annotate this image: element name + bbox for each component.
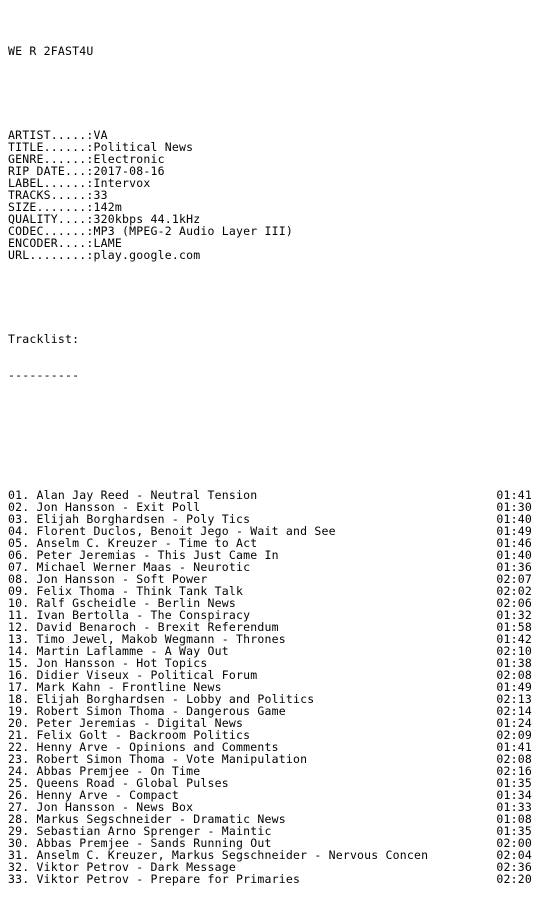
track-title: David Benaroch - Brexit Referendum <box>36 620 279 634</box>
track-number: 03. <box>8 512 30 526</box>
track-row <box>8 873 532 885</box>
track-number: 24. <box>8 764 30 778</box>
info-value: VA <box>93 128 108 142</box>
track-title: Martin Laflamme - A Way Out <box>36 644 229 658</box>
group-name: WE R 2FAST4U <box>8 44 94 58</box>
track-title: Jon Hansson - Exit Poll <box>36 500 201 514</box>
tracklist <box>8 489 532 885</box>
track-duration: 02:07 <box>496 572 532 586</box>
track-duration: 02:16 <box>496 764 532 778</box>
track-title: Ralf Gscheidle - Berlin News <box>36 596 236 610</box>
track-title: Henny Arve - Opinions and Comments <box>36 740 279 754</box>
info-value: 320kbps 44.1kHz <box>93 212 201 226</box>
spacer <box>8 297 532 309</box>
track-number: 28. <box>8 812 30 826</box>
track-duration: 01:38 <box>496 656 532 670</box>
info-key: ENCODER....: <box>8 236 94 250</box>
info-value: 33 <box>93 188 108 202</box>
track-title: Peter Jeremias - Digital News <box>36 716 244 730</box>
track-title: Timo Jewel, Makob Wegmann - Thrones <box>36 632 286 646</box>
track-number: 31. <box>8 848 30 862</box>
track-number: 27. <box>8 800 30 814</box>
info-value: Intervox <box>93 176 151 190</box>
track-duration: 01:46 <box>496 536 532 550</box>
spacer <box>8 441 532 453</box>
track-duration: 01:24 <box>496 716 532 730</box>
track-number: 13. <box>8 632 30 646</box>
tracklist-heading: Tracklist: <box>8 332 80 346</box>
info-value: MP3 (MPEG-2 Audio Layer III) <box>93 224 293 238</box>
track-title: Viktor Petrov - Dark Message <box>36 860 236 874</box>
track-number: 26. <box>8 788 30 802</box>
info-key: RIP DATE...: <box>8 164 94 178</box>
track-number: 25. <box>8 776 30 790</box>
track-duration: 01:32 <box>496 608 532 622</box>
info-key: TITLE......: <box>8 140 94 154</box>
track-number: 18. <box>8 692 30 706</box>
track-duration: 02:02 <box>496 584 532 598</box>
track-number: 19. <box>8 704 30 718</box>
track-duration: 02:13 <box>496 692 532 706</box>
track-title: Elijah Borghardsen - Lobby and Politics <box>36 692 315 706</box>
track-duration: 01:40 <box>496 512 532 526</box>
track-duration: 01:49 <box>496 524 532 538</box>
track-title: Mark Kahn - Frontline News <box>36 680 222 694</box>
track-duration: 02:06 <box>496 596 532 610</box>
track-title: Jon Hansson - Hot Topics <box>36 656 208 670</box>
info-key: ARTIST.....: <box>8 128 94 142</box>
track-number: 20. <box>8 716 30 730</box>
info-key: CODEC......: <box>8 224 94 238</box>
spacer <box>8 405 532 417</box>
info-value: 142m <box>93 200 122 214</box>
info-key: URL........: <box>8 248 94 262</box>
track-duration: 01:33 <box>496 800 532 814</box>
track-number: 22. <box>8 740 30 754</box>
track-title: Ivan Bertolla - The Conspiracy <box>36 608 251 622</box>
track-number: 16. <box>8 668 30 682</box>
track-number: 21. <box>8 728 30 742</box>
track-title: Sebastian Arno Sprenger - Maintic <box>36 824 272 838</box>
track-title: Peter Jeremias - This Just Came In <box>36 548 279 562</box>
spacer <box>8 81 532 93</box>
track-number: 30. <box>8 836 30 850</box>
track-duration: 02:08 <box>496 752 532 766</box>
track-duration: 01:41 <box>496 488 532 502</box>
tracklist-underline: ---------- <box>8 368 80 382</box>
info-value: LAME <box>93 236 122 250</box>
track-duration: 01:40 <box>496 548 532 562</box>
track-number: 05. <box>8 536 30 550</box>
track-number: 14. <box>8 644 30 658</box>
track-duration: 02:36 <box>496 860 532 874</box>
track-title: Robert Simon Thoma - Vote Manipulation <box>36 752 308 766</box>
track-duration: 01:36 <box>496 560 532 574</box>
info-key: SIZE.......: <box>8 200 94 214</box>
track-duration: 01:35 <box>496 824 532 838</box>
track-duration: 01:08 <box>496 812 532 826</box>
track-number: 33. <box>8 872 30 886</box>
track-duration: 02:20 <box>496 872 532 886</box>
track-number: 11. <box>8 608 30 622</box>
track-title: Elijah Borghardsen - Poly Tics <box>36 512 251 526</box>
track-title: Alan Jay Reed - Neutral Tension <box>36 488 258 502</box>
track-number: 04. <box>8 524 30 538</box>
release-info <box>8 129 532 261</box>
track-number: 29. <box>8 824 30 838</box>
track-number: 23. <box>8 752 30 766</box>
nfo-document <box>8 21 532 897</box>
track-duration: 01:30 <box>496 500 532 514</box>
track-duration: 01:49 <box>496 680 532 694</box>
track-title: Henny Arve - Compact <box>36 788 179 802</box>
info-key: QUALITY....: <box>8 212 94 226</box>
track-duration: 01:41 <box>496 740 532 754</box>
track-title: Abbas Premjee - On Time <box>36 764 201 778</box>
track-number: 17. <box>8 680 30 694</box>
track-duration: 02:08 <box>496 668 532 682</box>
track-title: Anselm C. Kreuzer, Markus Segschneider - Nervous Concen <box>36 848 429 862</box>
info-row <box>8 249 532 261</box>
track-number: 10. <box>8 596 30 610</box>
track-duration: 01:34 <box>496 788 532 802</box>
track-title: Felix Thoma - Think Tank Talk <box>36 584 244 598</box>
track-number: 32. <box>8 860 30 874</box>
track-entry <box>8 873 300 885</box>
info-key: LABEL......: <box>8 176 94 190</box>
track-number: 08. <box>8 572 30 586</box>
track-number: 09. <box>8 584 30 598</box>
info-value: play.google.com <box>93 248 201 262</box>
info-value: 2017-08-16 <box>93 164 165 178</box>
track-number: 15. <box>8 656 30 670</box>
track-number: 12. <box>8 620 30 634</box>
track-title: Robert Simon Thoma - Dangerous Game <box>36 704 286 718</box>
track-title: Anselm C. Kreuzer - Time to Act <box>36 536 258 550</box>
track-title: Jon Hansson - Soft Power <box>36 572 208 586</box>
track-duration: 02:09 <box>496 728 532 742</box>
track-duration: 02:04 <box>496 848 532 862</box>
track-title: Florent Duclos, Benoit Jego - Wait and See <box>36 524 336 538</box>
info-key: TRACKS.....: <box>8 188 94 202</box>
track-title: Michael Werner Maas - Neurotic <box>36 560 251 574</box>
track-duration: 02:14 <box>496 704 532 718</box>
track-title: Markus Segschneider - Dramatic News <box>36 812 286 826</box>
track-duration: 01:35 <box>496 776 532 790</box>
track-number: 01. <box>8 488 30 502</box>
track-title: Felix Golt - Backroom Politics <box>36 728 251 742</box>
track-title: Jon Hansson - News Box <box>36 800 194 814</box>
info-value: Electronic <box>93 152 165 166</box>
track-duration: 02:00 <box>496 836 532 850</box>
info-key: GENRE......: <box>8 152 94 166</box>
track-duration: 02:10 <box>496 644 532 658</box>
track-title: Didier Viseux - Political Forum <box>36 668 258 682</box>
track-number: 02. <box>8 500 30 514</box>
track-title: Viktor Petrov - Prepare for Primaries <box>36 872 301 886</box>
track-title: Abbas Premjee - Sands Running Out <box>36 836 272 850</box>
track-number: 06. <box>8 548 30 562</box>
track-number: 07. <box>8 560 30 574</box>
track-duration: 01:42 <box>496 632 532 646</box>
track-duration: 01:58 <box>496 620 532 634</box>
info-value: Political News <box>93 140 194 154</box>
track-title: Queens Road - Global Pulses <box>36 776 229 790</box>
